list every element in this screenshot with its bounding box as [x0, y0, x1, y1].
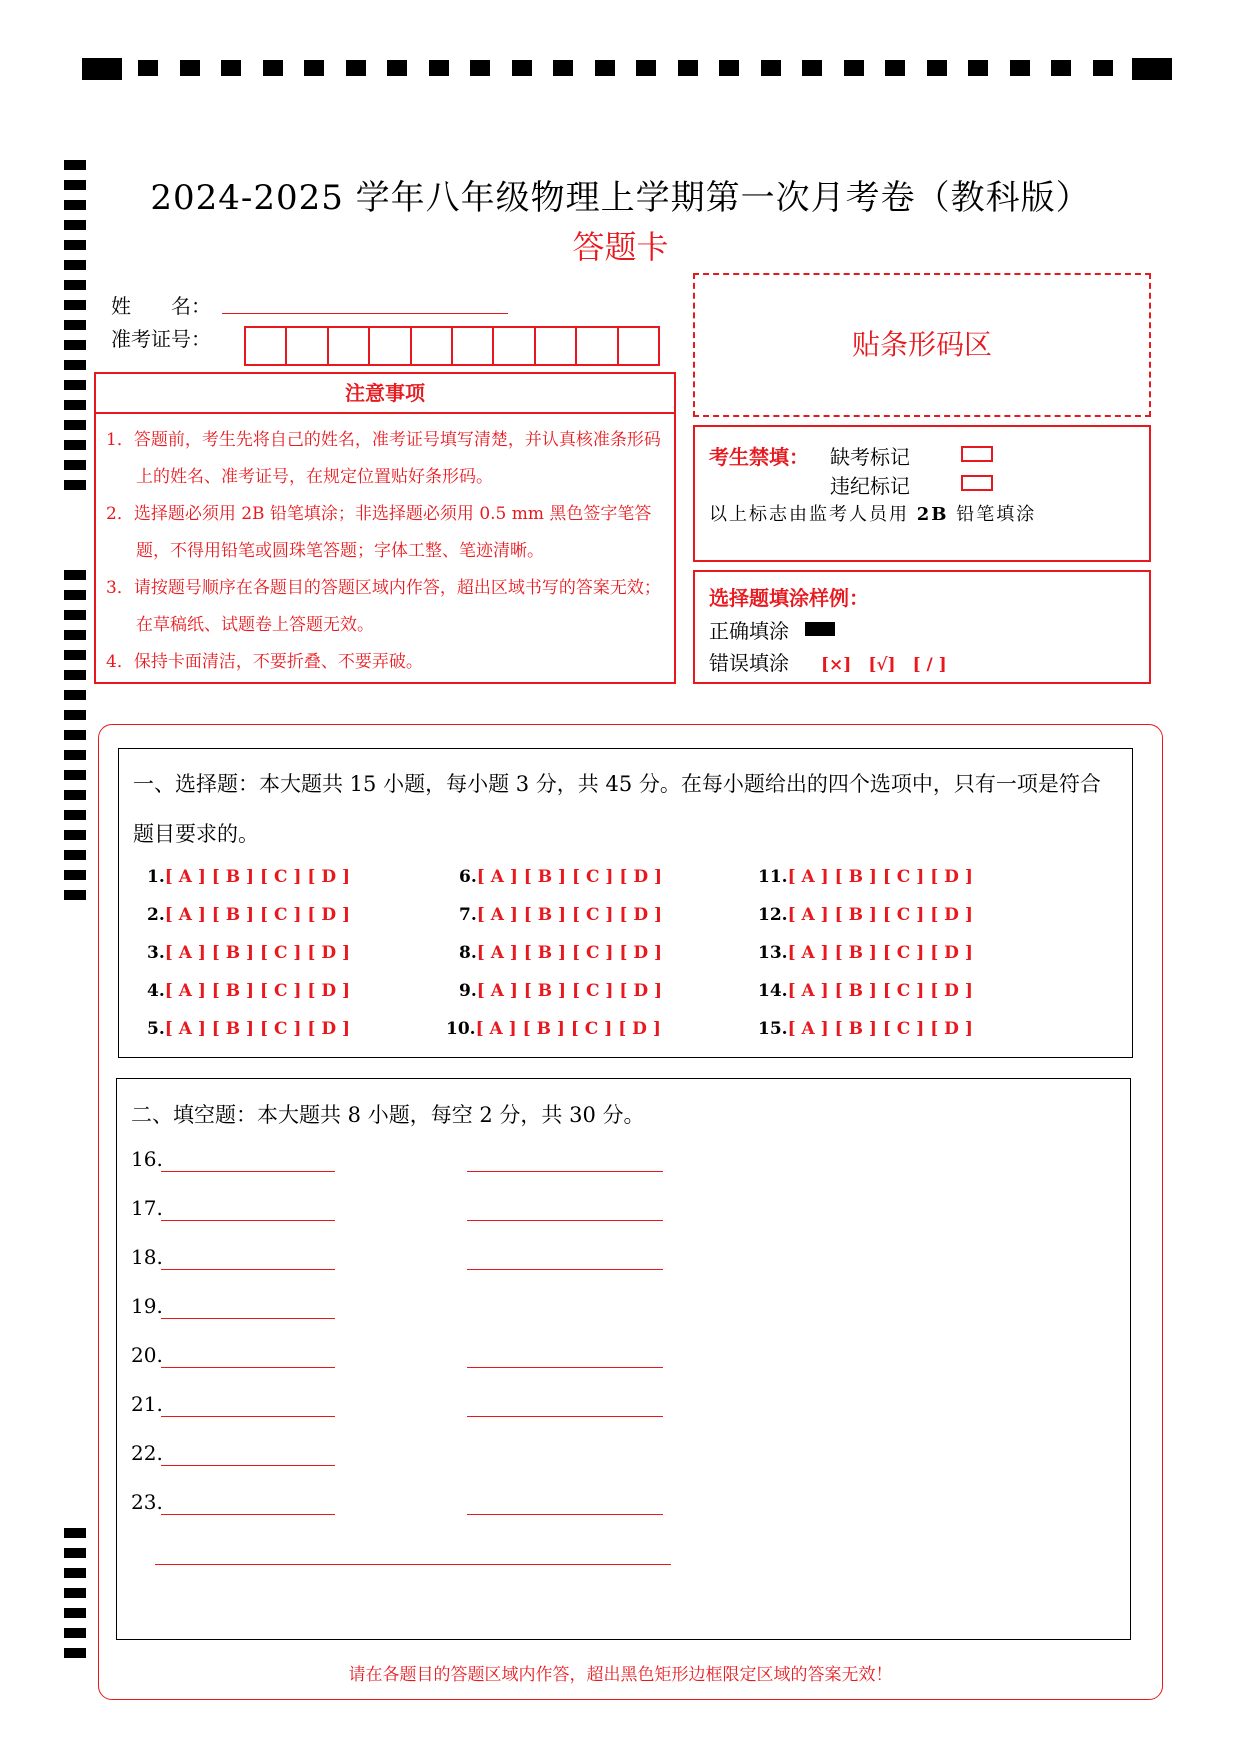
fill-answer-line[interactable] [467, 1367, 663, 1368]
timing-mark [64, 380, 86, 390]
section2-instruction: 二、填空题：本大题共 8 小题，每空 2 分，共 30 分。 [131, 1103, 645, 1127]
timing-mark [64, 730, 86, 740]
mc-options[interactable]: [ A ] [ B ] [ C ] [ D ] [787, 905, 973, 925]
fill-answer-line[interactable] [161, 1416, 335, 1417]
id-digit-box[interactable] [370, 328, 411, 364]
timing-mark [221, 60, 241, 76]
fill-question-number: 16. [131, 1147, 163, 1171]
mc-options[interactable]: [ A ] [ B ] [ C ] [ D ] [476, 981, 663, 1001]
timing-mark [346, 60, 366, 76]
mc-options[interactable]: [ A ] [ B ] [ C ] [ D ] [164, 981, 351, 1001]
timing-mark [387, 60, 407, 76]
mc-question-number: 10. [446, 1019, 476, 1039]
fill-answer-line[interactable] [161, 1318, 335, 1319]
timing-mark [968, 60, 988, 76]
timing-mark [1093, 60, 1113, 76]
mc-question-number: 9. [459, 981, 477, 1001]
correct-fill-example [805, 622, 835, 636]
id-digit-box[interactable] [453, 328, 494, 364]
mc-options[interactable]: [ A ] [ B ] [ C ] [ D ] [475, 1019, 661, 1039]
fill-question-number: 21. [131, 1392, 163, 1416]
notice-item: 2．选择题必须用 2B 铅笔填涂；非选择题必须用 0.5 mm 黑色签字笔答题，不得用铅笔或圆珠笔答题；字体工整、笔迹清晰。 [106, 504, 652, 561]
mc-options[interactable]: [ A ] [ B ] [ C ] [ D ] [164, 905, 351, 925]
timing-mark [927, 60, 947, 76]
examiner-note: 以上标志由监考人员用 2B 铅笔填涂 [709, 504, 1037, 525]
fill-sample-box [693, 570, 1151, 684]
timing-mark [595, 60, 615, 76]
fill-answer-line[interactable] [467, 1269, 663, 1270]
absent-mark-box[interactable] [961, 443, 993, 462]
mc-options[interactable]: [ A ] [ B ] [ C ] [ D ] [164, 867, 351, 887]
timing-mark [512, 60, 532, 76]
extra-answer-line[interactable] [155, 1564, 671, 1565]
mc-question-number: 8. [459, 943, 477, 963]
timing-mark [64, 340, 86, 350]
id-number-boxes[interactable] [244, 326, 660, 366]
timing-mark [64, 1608, 86, 1618]
mc-question-number: 1. [147, 867, 165, 887]
left-timing-marks-middle [64, 570, 86, 940]
forbidden-label: 考生禁填： [709, 445, 809, 469]
mc-options[interactable]: [ A ] [ B ] [ C ] [ D ] [476, 867, 663, 887]
mc-options[interactable]: [ A ] [ B ] [ C ] [ D ] [164, 1019, 351, 1039]
name-label: 姓 名： [111, 294, 211, 318]
examiner-only-box [693, 425, 1151, 562]
notice-box [94, 372, 676, 684]
mc-question-number: 6. [459, 867, 477, 887]
fill-answer-line[interactable] [161, 1171, 335, 1172]
timing-mark [64, 160, 86, 170]
timing-mark [304, 60, 324, 76]
id-digit-box[interactable] [577, 328, 618, 364]
timing-mark [678, 60, 698, 76]
timing-mark [138, 60, 158, 76]
fill-sample-title: 选择题填涂样例： [709, 586, 869, 610]
timing-mark [64, 1548, 86, 1558]
correct-fill-label: 正确填涂 [709, 619, 789, 643]
timing-mark [64, 850, 86, 860]
mc-options[interactable]: [ A ] [ B ] [ C ] [ D ] [787, 943, 973, 963]
fill-blank-section [116, 1078, 1131, 1640]
timing-mark [64, 570, 86, 580]
wrong-fill-label: 错误填涂 [709, 651, 789, 675]
fill-question-number: 22. [131, 1441, 163, 1465]
id-label: 准考证号： [111, 327, 211, 351]
notice-item: 4．保持卡面清洁，不要折叠、不要弄破。 [106, 652, 423, 672]
mc-question[interactable] [147, 905, 350, 925]
mc-question[interactable] [758, 867, 973, 887]
timing-mark [64, 670, 86, 680]
timing-mark [64, 460, 86, 470]
timing-mark [64, 360, 86, 370]
mc-options[interactable]: [ A ] [ B ] [ C ] [ D ] [164, 943, 351, 963]
timing-mark [761, 60, 781, 76]
timing-mark [82, 58, 122, 80]
timing-mark [64, 1648, 86, 1658]
timing-mark [64, 420, 86, 430]
timing-mark [180, 60, 200, 76]
fill-question-number: 20. [131, 1343, 163, 1367]
mc-question[interactable] [147, 1019, 350, 1039]
mc-question[interactable] [758, 943, 973, 963]
fill-answer-line[interactable] [161, 1367, 335, 1368]
timing-mark [64, 1528, 86, 1538]
mc-options[interactable]: [ A ] [ B ] [ C ] [ D ] [476, 905, 663, 925]
timing-mark [64, 280, 86, 290]
timing-mark [64, 1628, 86, 1638]
timing-mark [802, 60, 822, 76]
mc-question-number: 2. [147, 905, 165, 925]
mc-question[interactable] [147, 981, 350, 1001]
timing-mark [64, 630, 86, 640]
fill-question-number: 23. [131, 1490, 163, 1514]
timing-mark [844, 60, 864, 76]
timing-mark [64, 830, 86, 840]
timing-mark [64, 870, 86, 880]
name-field[interactable] [222, 313, 508, 314]
mc-question[interactable] [459, 867, 662, 887]
timing-mark [553, 60, 573, 76]
fill-answer-line[interactable] [161, 1269, 335, 1270]
mc-options[interactable]: [ A ] [ B ] [ C ] [ D ] [787, 867, 973, 887]
notice-heading: 注意事项 [96, 374, 674, 414]
timing-mark [64, 810, 86, 820]
timing-mark [64, 690, 86, 700]
absent-mark-label: 缺考标记 [830, 445, 910, 469]
timing-mark [64, 710, 86, 720]
page-title: 2024-2025 学年八年级物理上学期第一次月考卷（教科版） [150, 178, 1091, 218]
id-digit-box[interactable] [287, 328, 328, 364]
multiple-choice-section [118, 748, 1133, 1058]
mc-question[interactable] [758, 905, 973, 925]
timing-mark [719, 60, 739, 76]
fill-question-number: 19. [131, 1294, 163, 1318]
fill-answer-line[interactable] [161, 1220, 335, 1221]
mc-question-number: 4. [147, 981, 165, 1001]
mc-question-number: 14. [758, 981, 788, 1001]
mc-question-number: 12. [758, 905, 788, 925]
timing-mark [470, 60, 490, 76]
timing-mark [1051, 60, 1071, 76]
timing-mark [64, 750, 86, 760]
mc-question[interactable] [758, 1019, 973, 1039]
fill-answer-line[interactable] [467, 1220, 663, 1221]
mc-options[interactable]: [ A ] [ B ] [ C ] [ D ] [476, 943, 663, 963]
mc-question[interactable] [147, 943, 350, 963]
id-digit-box[interactable] [619, 328, 658, 364]
barcode-area: 贴条形码区 [693, 273, 1151, 417]
fill-answer-line[interactable] [161, 1514, 335, 1515]
timing-mark [64, 300, 86, 310]
fill-question-number: 17. [131, 1196, 163, 1220]
wrong-fill-examples: [×] [√] [ / ] [821, 655, 947, 675]
mc-question-number: 3. [147, 943, 165, 963]
id-digit-box[interactable] [246, 328, 287, 364]
id-digit-box[interactable] [536, 328, 577, 364]
timing-mark [636, 60, 656, 76]
timing-mark [64, 610, 86, 620]
id-digit-box[interactable] [329, 328, 370, 364]
mc-question-number: 15. [758, 1019, 788, 1039]
mc-question[interactable] [147, 867, 350, 887]
mc-options[interactable]: [ A ] [ B ] [ C ] [ D ] [787, 981, 973, 1001]
page-subtitle: 答题卡 [572, 228, 669, 266]
violation-mark-box[interactable] [961, 472, 993, 491]
timing-mark [64, 440, 86, 450]
timing-mark [64, 480, 86, 490]
mc-question-number: 13. [758, 943, 788, 963]
timing-mark [1010, 60, 1030, 76]
timing-mark [64, 1568, 86, 1578]
timing-mark [64, 890, 86, 900]
violation-mark-label: 违纪标记 [830, 474, 910, 498]
id-digit-box[interactable] [412, 328, 453, 364]
timing-mark [64, 320, 86, 330]
id-digit-box[interactable] [494, 328, 535, 364]
timing-mark [885, 60, 905, 76]
timing-mark [64, 770, 86, 780]
timing-mark [64, 1588, 86, 1598]
timing-mark [64, 590, 86, 600]
notice-item: 3．请按题号顺序在各题目的答题区域内作答，超出区域书写的答案无效；在草稿纸、试题卷上答题无效。 [106, 578, 661, 635]
mc-question[interactable] [446, 1019, 661, 1039]
section1-instruction: 一、选择题：本大题共 15 小题，每小题 3 分，共 45 分。在每小题给出的四个选项中，只有一项是符合题目要求的。 [133, 772, 1101, 846]
mc-question[interactable] [459, 905, 662, 925]
mc-options[interactable]: [ A ] [ B ] [ C ] [ D ] [787, 1019, 973, 1039]
footer-warning: 请在各题目的答题区域内作答，超出黑色矩形边框限定区域的答案无效！ [348, 1665, 893, 1685]
mc-question-number: 7. [459, 905, 477, 925]
top-timing-marks [82, 58, 1172, 80]
timing-mark [64, 400, 86, 410]
mc-question[interactable] [758, 981, 973, 1001]
timing-mark [64, 650, 86, 660]
mc-question-number: 11. [758, 867, 788, 887]
timing-mark [429, 60, 449, 76]
timing-mark [64, 790, 86, 800]
fill-answer-line[interactable] [467, 1514, 663, 1515]
timing-mark [263, 60, 283, 76]
left-timing-marks-lower [64, 1528, 86, 1668]
notice-item: 1．答题前，考生先将自己的姓名，准考证号填写清楚，并认真核准条形码上的姓名、准考证号，在规定位置贴好条形码。 [106, 430, 661, 487]
fill-answer-line[interactable] [467, 1416, 663, 1417]
fill-answer-line[interactable] [467, 1171, 663, 1172]
timing-mark [1132, 58, 1172, 80]
fill-answer-line[interactable] [161, 1465, 335, 1466]
mc-question[interactable] [459, 943, 662, 963]
mc-question[interactable] [459, 981, 662, 1001]
fill-question-number: 18. [131, 1245, 163, 1269]
mc-question-number: 5. [147, 1019, 165, 1039]
